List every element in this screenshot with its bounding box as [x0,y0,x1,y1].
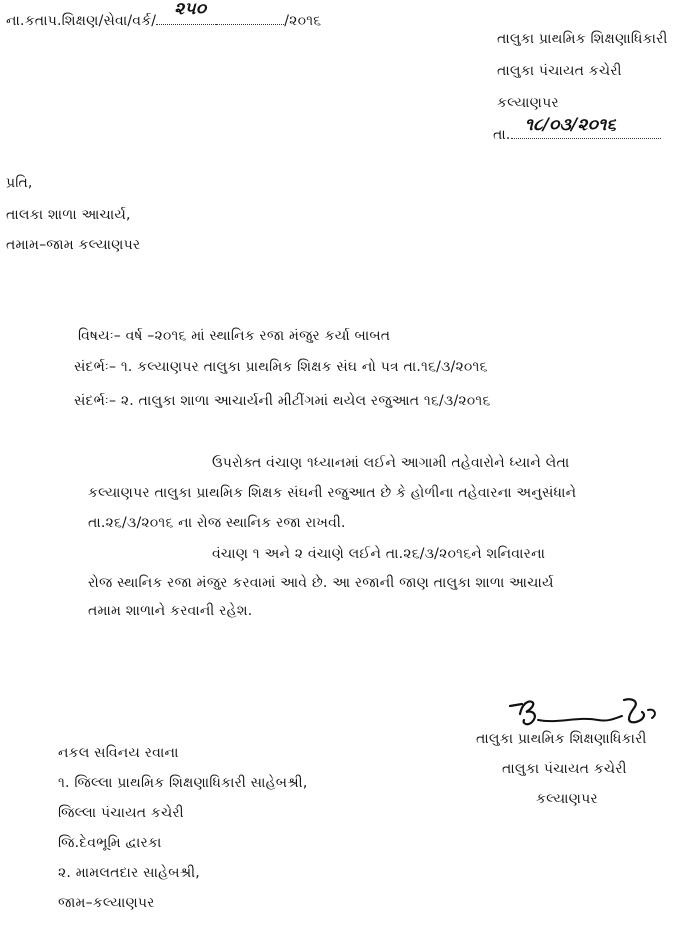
copy-line-4: ૨. મામલતદાર સાહેબશ્રી, [58,865,200,881]
date-handwritten: ૧૮/૦૩/૨૦૧૬ [524,115,617,135]
date-blank [511,115,661,139]
reference-number [6,0,322,30]
office-place: કલ્યાણપર [497,95,559,111]
copy-line-3: જિ.દેવભૂમિ દ્વારકા [58,835,162,851]
body-paragraph-2-line-3: તમામ શાળાને કરવાની રહેશ. [88,603,253,619]
letter-date [493,115,661,144]
reference-number-handwritten: ૨૫૦ [174,0,207,19]
copy-heading: નકલ સવિનય રવાના [58,745,179,761]
office-name: તાલુકા પંચાયત કચેરી [497,63,622,79]
subject-line: વિષયઃ– વર્ષ –૨૦૧૬ માં સ્થાનિક રજા મંજુર કર્યા બાબત [78,328,391,344]
reference-dotted-line [216,24,284,25]
copy-line-2: જિલ્લા પંચાયત કચેરી [58,805,184,821]
signature-title: તાલુકા પ્રાથમિક શિક્ષણાધિકારી [476,731,647,747]
reference-2: સંદર્ભઃ– ૨. તાલુકા શાળા આચાર્યની મીટીંગમાં થયેલ રજુઆત ૧૬/૩/૨૦૧૬ [74,393,491,409]
recipient-prati: પ્રતિ, [6,175,33,191]
handwritten-signature [508,694,678,730]
body-paragraph-1-line-2: કલ્યાણપર તાલુકા પ્રાથમિક શિક્ષક સંઘની રજુઆત છે કે હોળીના તહેવારના અનુસંધાને [88,485,577,501]
recipient-line-1: તાલકા શાળા આચાર્ય, [6,207,131,223]
copy-line-5: જામ–કલ્યાણપર [58,895,155,911]
reference-prefix: ના.કતાપ.શિક્ષણ/સેવા/વર્ક/ [6,13,157,29]
office-title: તાલુકા પ્રાથમિક શિક્ષણાધિકારી [497,31,668,47]
reference-1: સંદર્ભઃ– ૧. કલ્યાણપર તાલુકા પ્રાથમિક શિક્ષક સંઘ નો પત્ર તા.૧૬/૩/૨૦૧૬ [74,359,488,375]
body-paragraph-1-line-3: તા.૨૬/૩/૨૦૧૬ ના રોજ સ્થાનિક રજા રાખવી. [88,515,346,531]
copy-line-1: ૧. જિલ્લા પ્રાથમિક શિક્ષણાધિકારી સાહેબશ્રી, [58,775,308,791]
reference-suffix: /૨૦૧૬ [284,13,322,29]
body-paragraph-1-line-1: ઉપરોક્ત વંચાણ ૧ધ્યાનમાં લઈને આગામી તહેવારોને ધ્યાને લેતા [212,455,570,471]
date-prefix: તા. [493,127,511,143]
body-paragraph-2-line-1: વંચાણ ૧ અને ૨ વંચાણે લઈને તા.૨૬/૩/૨૦૧૬ને શનિવારના [212,546,546,562]
reference-number-blank [156,0,216,25]
recipient-line-2: તમામ–જામ કલ્યાણપર [6,237,141,253]
body-paragraph-2-line-2: રોજ સ્થાનિક રજા મંજુર કરવામાં આવે છે. આ રજાની જાણ તાલુકા શાળા આચાર્ય [88,575,554,591]
signature-place: કલ્યાણપર [536,791,598,807]
signature-office: તાલુકા પંચાયત કચેરી [502,761,627,777]
